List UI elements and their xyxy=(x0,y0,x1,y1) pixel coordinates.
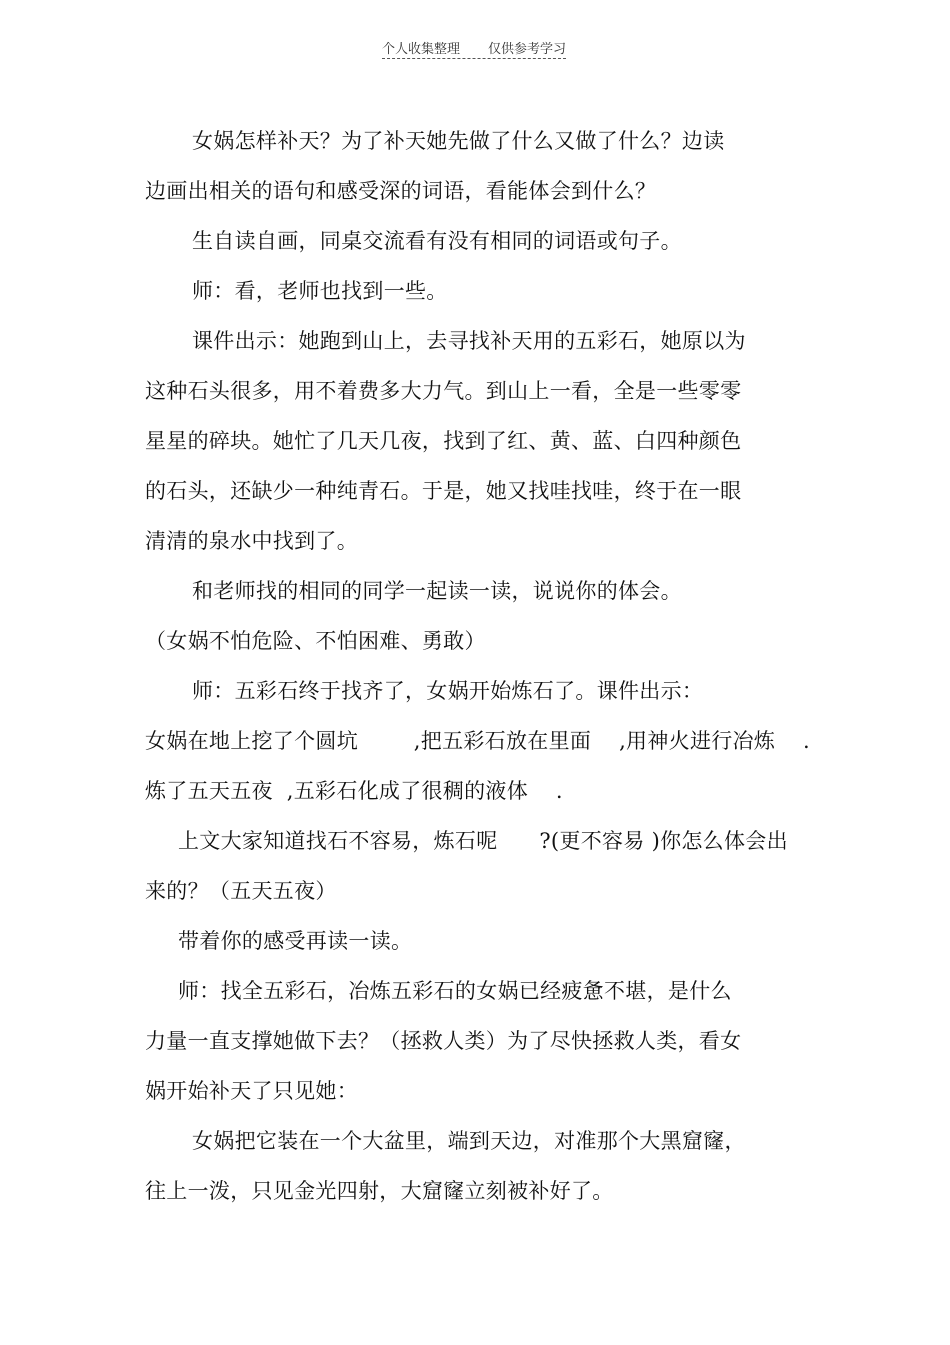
paragraph-line: 上文大家知道找石不容易，炼石呢 ?(更不容易 )你怎么体会出 xyxy=(178,829,788,853)
paragraph-line: 女娲把它装在一个大盆里，端到天边，对准那个大黑窟窿， xyxy=(192,1129,746,1153)
paragraph-line: 边画出相关的语句和感受深的词语，看能体会到什么？ xyxy=(145,179,657,203)
paragraph-line: 力量一直支撑她做下去？（拯救人类）为了尽快拯救人类，看女 xyxy=(145,1029,742,1053)
header-left-text: 个人收集整理 xyxy=(382,42,461,57)
paragraph-line: （女娲不怕危险、不怕困难、勇敢） xyxy=(145,629,486,653)
paragraph-line: 往上一泼，只见金光四射，大窟窿立刻被补好了。 xyxy=(145,1179,614,1203)
paragraph-line: 来的？（五天五夜） xyxy=(145,879,337,903)
paragraph-line: 和老师找的相同的同学一起读一读，说说你的体会。 xyxy=(192,579,682,603)
page-header xyxy=(382,38,566,59)
paragraph-line: 师：找全五彩石，冶炼五彩石的女娲已经疲惫不堪，是什么 xyxy=(178,979,732,1003)
paragraph-line: 的石头，还缺少一种纯青石。于是，她又找哇找哇，终于在一眼 xyxy=(145,479,742,503)
paragraph-line: 课件出示：她跑到山上，去寻找补天用的五彩石，她原以为 xyxy=(192,329,746,353)
paragraph-line: 这种石头很多，用不着费多大力气。到山上一看，全是一些零零 xyxy=(145,379,742,403)
paragraph-line: 师：看，老师也找到一些。 xyxy=(192,279,448,303)
paragraph-line: 清清的泉水中找到了。 xyxy=(145,529,358,553)
paragraph-line: 带着你的感受再读一读。 xyxy=(178,929,413,953)
paragraph-line: 生自读自画，同桌交流看有没有相同的词语或句子。 xyxy=(192,229,682,253)
paragraph-line: 女娲怎样补天？为了补天她先做了什么又做了什么？边读 xyxy=(192,129,725,153)
paragraph-line: 娲开始补天了只见她： xyxy=(145,1079,358,1103)
paragraph-line: 女娲在地上挖了个圆坑 ,把五彩石放在里面 ,用神火进行冶炼 . xyxy=(145,729,811,753)
paragraph-line: 师：五彩石终于找齐了，女娲开始炼石了。课件出示： xyxy=(192,679,704,703)
paragraph-line: 炼了五天五夜 ,五彩石化成了很稠的液体 . xyxy=(145,779,563,803)
paragraph-line: 星星的碎块。她忙了几天几夜，找到了红、黄、蓝、白四种颜色 xyxy=(145,429,742,453)
header-right-text: 仅供参考学习 xyxy=(488,42,567,57)
